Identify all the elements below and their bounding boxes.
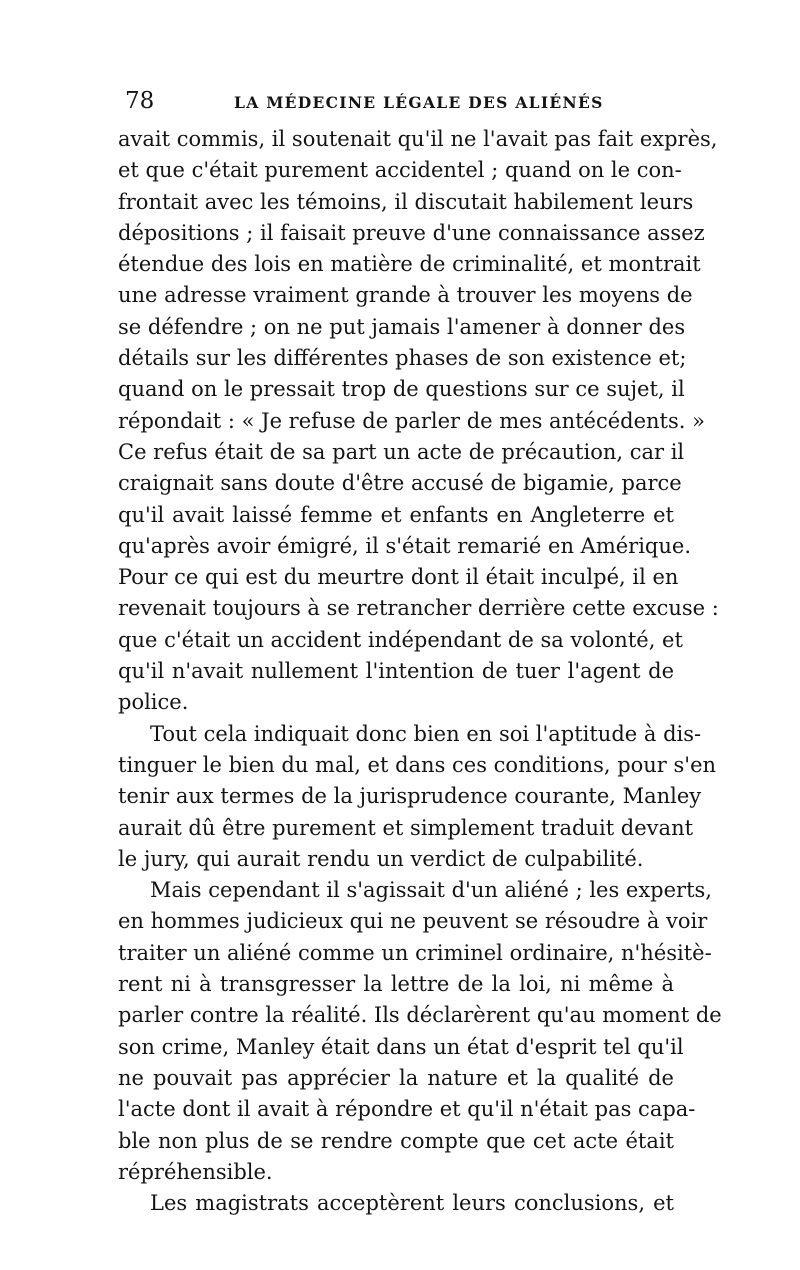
text-line: répondait : « Je refuse de parler de mes antécédents. »: [118, 408, 705, 433]
text-line: avait commis, il soutenait qu'il ne l'avait pas fait exprès,: [118, 127, 718, 151]
text-line: police.: [118, 690, 189, 715]
text-line: qu'après avoir émigré, il s'était remarié en Amérique.: [118, 533, 691, 558]
text-line: quand on le pressait trop de questions sur ce sujet, il: [118, 377, 685, 402]
paragraph-first-line: Tout cela indiquait donc bien en soi l'aptitude à dis-: [150, 721, 702, 746]
text-line: et que c'était purement accidentel ; quand on le con-: [118, 158, 682, 183]
text-line: traiter un aliéné comme un criminel ordinaire, n'hésitè-: [118, 940, 712, 965]
text-line: se défendre ; on ne put jamais l'amener à donner des: [118, 314, 686, 339]
text-line: ble non plus de se rendre compte que cet acte était: [118, 1128, 674, 1153]
text-line: l'acte dont il avait à répondre et qu'il n'était pas capa-: [118, 1097, 696, 1122]
text-line: ne pouvait pas apprécier la nature et la qualité de: [118, 1065, 674, 1090]
text-line: tinguer le bien du mal, et dans ces conditions, pour s'en: [118, 752, 717, 777]
text-line: que c'était un accident indépendant de sa volonté, et: [118, 627, 683, 652]
body-text: [118, 124, 722, 1219]
page-number: 78: [125, 88, 155, 114]
page-header: [117, 86, 680, 122]
text-line: Pour ce qui est du meurtre dont il était inculpé, il en: [118, 565, 679, 590]
text-line: Ce refus était de sa part un acte de précaution, car il: [118, 439, 685, 464]
text-line: revenait toujours à se retrancher derrière cette excuse :: [118, 596, 719, 621]
text-line: tenir aux termes de la jurisprudence courante, Manley: [118, 784, 702, 809]
text-line: qu'il avait laissé femme et enfants en Angleterre et: [118, 502, 674, 527]
text-line: une adresse vraiment grande à trouver les moyens de: [118, 283, 693, 308]
text-line: aurait dû être purement et simplement traduit devant: [118, 815, 694, 840]
text-line: qu'il n'avait nullement l'intention de tuer l'agent de: [118, 659, 674, 684]
paragraph-first-line: Mais cependant il s'agissait d'un aliéné ; les experts,: [150, 878, 712, 903]
text-line: frontait avec les témoins, il discutait habilement leurs: [118, 189, 694, 214]
running-title: LA MÉDECINE LÉGALE DES ALIÉNÉS: [234, 93, 604, 112]
text-line: répréhensible.: [118, 1159, 273, 1184]
text-line: rent ni à transgresser la lettre de la loi, ni même à: [118, 972, 674, 997]
text-line: le jury, qui aurait rendu un verdict de culpabilité.: [118, 846, 644, 871]
text-line: parler contre la réalité. Ils déclarèrent qu'au moment de: [118, 1003, 722, 1028]
text-line: détails sur les différentes phases de son existence et;: [118, 346, 687, 371]
text-line: étendue des lois en matière de criminalité, et montrait: [118, 252, 701, 277]
text-line: dépositions ; il faisait preuve d'une connaissance assez: [118, 220, 705, 245]
paragraph-first-line: Les magistrats acceptèrent leurs conclusions, et: [150, 1191, 674, 1216]
text-line: craignait sans doute d'être accusé de bigamie, parce: [118, 471, 682, 496]
text-line: en hommes judicieux qui ne peuvent se résoudre à voir: [118, 909, 708, 934]
text-line: son crime, Manley était dans un état d'esprit tel qu'il: [118, 1034, 684, 1059]
